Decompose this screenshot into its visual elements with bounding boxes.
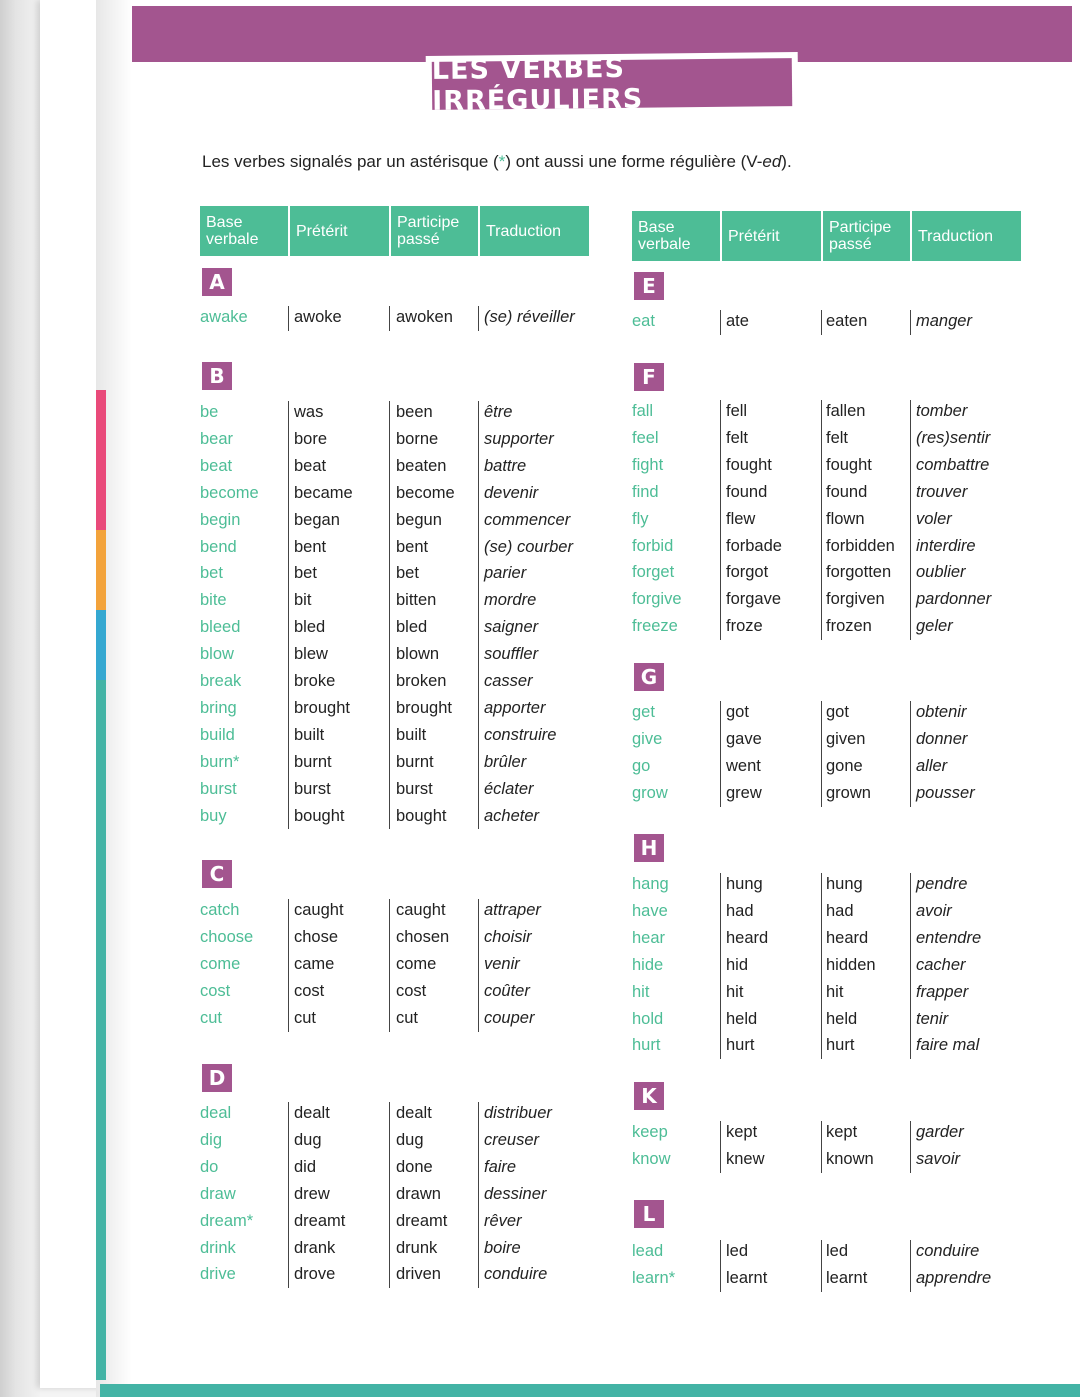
verb-preterit: beat: [294, 456, 327, 475]
verb-participe: been: [396, 403, 433, 421]
verb-participe: drunk: [396, 1238, 438, 1257]
right-table-header: [632, 211, 1021, 261]
verb-preterit: blew: [294, 645, 328, 664]
verb-traduction: savoir: [916, 1149, 961, 1168]
verb-participe: cut: [396, 1008, 419, 1027]
verb-traduction: supporter: [484, 429, 554, 448]
verb-traduction: parier: [484, 564, 527, 583]
header-preterit: Prétérit: [720, 211, 821, 261]
verb-preterit: fell: [726, 402, 748, 420]
column-divider: [389, 1102, 390, 1288]
verb-traduction: distribuer: [484, 1104, 552, 1122]
verb-base: burst: [200, 779, 237, 798]
column-divider: [288, 1102, 289, 1288]
verb-participe: hidden: [826, 955, 876, 974]
verb-preterit: began: [294, 510, 340, 529]
book-binding: [0, 0, 40, 1397]
verb-preterit: drove: [294, 1265, 336, 1284]
page-bottom-band: [100, 1384, 1080, 1397]
verb-traduction: apporter: [484, 698, 546, 717]
verb-traduction: boire: [484, 1238, 521, 1257]
column-divider: [910, 400, 911, 640]
section-letter-d: D: [202, 1064, 232, 1092]
column-divider: [478, 1102, 479, 1288]
intro-ed: ed: [762, 152, 782, 171]
verb-preterit: dug: [294, 1130, 322, 1149]
verb-preterit: awoke: [294, 308, 342, 326]
verb-base: come: [200, 954, 241, 973]
column-divider: [821, 873, 822, 1059]
verb-base: fall: [632, 402, 654, 420]
verb-traduction: faire mal: [916, 1036, 980, 1055]
verb-participe: chosen: [396, 927, 450, 946]
left-table-header: [200, 206, 589, 256]
verb-preterit: caught: [294, 901, 344, 919]
verb-preterit: forbade: [726, 536, 782, 555]
verb-base: grow: [632, 783, 668, 802]
verb-base: fight: [632, 455, 664, 474]
verb-base: give: [632, 729, 663, 748]
verb-base: lead: [632, 1242, 664, 1260]
verb-participe: beaten: [396, 456, 447, 475]
verb-participe: got: [826, 703, 849, 721]
verb-traduction: trouver: [916, 482, 968, 501]
section-letter-k: K: [634, 1082, 664, 1110]
verb-preterit: cost: [294, 981, 325, 1000]
verb-participe: burst: [396, 779, 433, 798]
verb-base: catch: [200, 901, 240, 919]
column-divider: [720, 310, 721, 335]
verb-preterit: found: [726, 482, 768, 501]
verb-traduction: interdire: [916, 536, 976, 555]
verb-base: do: [200, 1157, 219, 1176]
verb-base: hide: [632, 955, 664, 974]
verb-traduction: manger: [916, 312, 972, 330]
verb-participe: fought: [826, 455, 872, 474]
intro-after-2: ).: [781, 152, 792, 171]
section-letter-e: E: [634, 272, 664, 300]
verb-participe: held: [826, 1009, 858, 1028]
verb-base: bear: [200, 429, 234, 448]
verb-participe: gone: [826, 756, 863, 775]
verb-preterit: dealt: [294, 1104, 330, 1122]
verb-preterit: learnt: [726, 1268, 768, 1287]
verb-traduction: frapper: [916, 982, 969, 1001]
verb-participe: bitten: [396, 591, 437, 610]
verb-preterit: bit: [294, 591, 312, 610]
column-divider: [720, 1240, 721, 1292]
verb-participe: had: [826, 901, 854, 920]
verb-preterit: burst: [294, 779, 331, 798]
verb-participe: known: [826, 1149, 874, 1168]
verb-base: fly: [632, 509, 649, 528]
column-divider: [478, 899, 479, 1032]
verb-traduction: geler: [916, 617, 953, 636]
verb-base: deal: [200, 1104, 232, 1122]
verb-traduction: pardonner: [916, 590, 992, 609]
verb-participe: frozen: [826, 617, 872, 636]
column-divider: [910, 1121, 911, 1173]
verb-participe: dreamt: [396, 1211, 448, 1230]
verb-participe: grown: [826, 783, 871, 802]
verb-participe: eaten: [826, 312, 868, 330]
column-divider: [821, 1240, 822, 1292]
verb-participe: borne: [396, 429, 439, 448]
verb-participe: bent: [396, 537, 429, 556]
verb-traduction: attraper: [484, 901, 541, 919]
verb-participe: learnt: [826, 1268, 868, 1287]
column-divider: [720, 873, 721, 1059]
verb-preterit: bore: [294, 429, 328, 448]
column-divider: [389, 401, 390, 829]
section-letter-h: H: [634, 834, 664, 862]
verb-traduction: avoir: [916, 901, 952, 920]
verb-base: hit: [632, 982, 650, 1001]
verb-preterit: drank: [294, 1238, 336, 1257]
verb-preterit: dreamt: [294, 1211, 346, 1230]
verb-traduction: donner: [916, 729, 968, 748]
verb-participe: hurt: [826, 1036, 855, 1055]
verb-traduction: rêver: [484, 1211, 522, 1230]
verb-traduction: pousser: [916, 783, 975, 802]
column-divider: [910, 1240, 911, 1292]
verb-base: hear: [632, 928, 666, 947]
verb-participe: felt: [826, 428, 849, 447]
verb-base: bring: [200, 698, 237, 717]
verb-participe: bled: [396, 618, 428, 637]
page-title: LES VERBES IRRÉGULIERS: [432, 58, 792, 110]
verb-base: bite: [200, 591, 227, 610]
verb-preterit: felt: [726, 428, 749, 447]
spine-tab-blue: [96, 610, 106, 680]
section-letter-b: B: [202, 362, 232, 390]
section-letter-a: A: [202, 268, 232, 296]
verb-base: buy: [200, 806, 227, 825]
verb-participe: forbidden: [826, 536, 895, 555]
verb-preterit: did: [294, 1157, 317, 1176]
verb-base: hang: [632, 875, 669, 893]
verb-participe: dealt: [396, 1104, 432, 1122]
verb-participe: dug: [396, 1130, 424, 1149]
verb-traduction: faire: [484, 1157, 517, 1176]
verb-preterit: bent: [294, 537, 327, 556]
column-divider: [720, 701, 721, 807]
verb-preterit: had: [726, 901, 754, 920]
verb-traduction: tomber: [916, 402, 968, 420]
header-base: Base verbale: [638, 219, 691, 253]
verb-preterit: bled: [294, 618, 326, 637]
verb-traduction: conduire: [484, 1265, 548, 1284]
column-divider: [288, 401, 289, 829]
verb-traduction: conduire: [916, 1242, 980, 1260]
verb-preterit: broke: [294, 672, 336, 690]
verb-participe: given: [826, 729, 866, 748]
column-divider: [910, 873, 911, 1059]
column-divider: [389, 899, 390, 1032]
verb-traduction: (res)sentir: [916, 428, 991, 447]
verb-participe: burnt: [396, 752, 434, 771]
verb-base: drive: [200, 1265, 236, 1284]
verb-traduction: choisir: [484, 927, 532, 946]
verb-preterit: ate: [726, 312, 749, 330]
verb-participe: forgotten: [826, 563, 892, 582]
verb-preterit: got: [726, 703, 749, 721]
section-letter-f: F: [634, 363, 664, 391]
verb-traduction: pendre: [916, 875, 968, 893]
verb-participe: fallen: [826, 402, 866, 420]
verb-preterit: held: [726, 1009, 758, 1028]
verb-base: go: [632, 756, 651, 775]
section-letter-g: G: [634, 663, 664, 691]
verb-base: be: [200, 403, 219, 421]
verb-base: feel: [632, 428, 659, 447]
verb-base: forbid: [632, 536, 674, 555]
column-divider: [821, 1121, 822, 1173]
intro-star: *: [498, 152, 506, 171]
verb-participe: driven: [396, 1265, 441, 1284]
verb-base: break: [200, 672, 242, 690]
verb-preterit: brought: [294, 698, 350, 717]
verb-base: bleed: [200, 618, 241, 637]
verb-preterit: kept: [726, 1123, 758, 1141]
header-traduction: Traduction: [478, 206, 589, 256]
verb-preterit: became: [294, 483, 353, 502]
verb-preterit: cut: [294, 1008, 317, 1027]
verb-participe: drawn: [396, 1184, 441, 1203]
header-participe: Participe passé: [821, 211, 910, 261]
verb-participe: caught: [396, 901, 446, 919]
verb-traduction: coûter: [484, 981, 530, 1000]
verb-traduction: construire: [484, 725, 557, 744]
verb-traduction: aller: [916, 756, 948, 775]
verb-preterit: built: [294, 725, 325, 744]
verb-participe: begun: [396, 510, 442, 529]
verb-traduction: casser: [484, 672, 533, 690]
verb-preterit: heard: [726, 928, 769, 947]
column-divider: [389, 306, 390, 331]
verb-preterit: flew: [726, 509, 756, 528]
verb-base: bend: [200, 537, 237, 556]
verb-base: burn*: [200, 752, 240, 771]
verb-traduction: souffler: [484, 645, 539, 664]
verb-traduction: apprendre: [916, 1268, 992, 1287]
verb-preterit: bought: [294, 806, 345, 825]
verb-base: forgive: [632, 590, 682, 609]
verb-base: forget: [632, 563, 675, 582]
column-divider: [478, 401, 479, 829]
verb-traduction: couper: [484, 1008, 535, 1027]
spine-tab-orange: [96, 530, 106, 610]
verb-participe: blown: [396, 645, 440, 664]
verb-preterit: came: [294, 954, 335, 973]
verb-traduction: entendre: [916, 928, 982, 947]
verb-traduction: tenir: [916, 1009, 949, 1028]
verb-preterit: chose: [294, 927, 339, 946]
verb-base: hurt: [632, 1036, 661, 1055]
verb-preterit: knew: [726, 1149, 765, 1168]
verb-traduction: éclater: [484, 779, 534, 798]
verb-participe: done: [396, 1157, 433, 1176]
column-divider: [478, 306, 479, 331]
verb-base: build: [200, 725, 235, 744]
verb-preterit: bet: [294, 564, 317, 583]
verb-base: freeze: [632, 617, 678, 636]
verb-traduction: mordre: [484, 591, 537, 610]
header-preterit: Prétérit: [288, 206, 389, 256]
verb-preterit: hung: [726, 875, 763, 893]
verb-preterit: hurt: [726, 1036, 755, 1055]
verb-traduction: garder: [916, 1123, 964, 1141]
verb-traduction: creuser: [484, 1130, 540, 1149]
verb-participe: led: [826, 1242, 849, 1260]
verb-participe: hung: [826, 875, 863, 893]
verb-preterit: froze: [726, 617, 763, 636]
verb-participe: become: [396, 483, 455, 502]
verb-base: hold: [632, 1009, 664, 1028]
verb-preterit: forgave: [726, 590, 782, 609]
verb-participe: found: [826, 482, 868, 501]
verb-participe: bet: [396, 564, 419, 583]
verb-participe: cost: [396, 981, 427, 1000]
verb-traduction: (se) courber: [484, 537, 573, 556]
header-traduction: Traduction: [910, 211, 1021, 261]
intro-text: [202, 152, 792, 172]
verb-traduction: battre: [484, 456, 527, 475]
column-divider: [821, 701, 822, 807]
verb-base: dig: [200, 1130, 223, 1149]
verb-traduction: combattre: [916, 455, 990, 474]
column-divider: [288, 306, 289, 331]
verb-traduction: brûler: [484, 752, 527, 771]
verb-preterit: was: [294, 403, 324, 421]
verb-preterit: drew: [294, 1184, 330, 1203]
column-divider: [910, 310, 911, 335]
column-divider: [821, 400, 822, 640]
verb-traduction: oublier: [916, 563, 966, 582]
verb-traduction: voler: [916, 509, 952, 528]
verb-base: awake: [200, 308, 248, 326]
verb-base: draw: [200, 1184, 236, 1203]
verb-participe: hit: [826, 982, 844, 1001]
verb-base: eat: [632, 312, 655, 330]
verb-traduction: acheter: [484, 806, 540, 825]
verb-preterit: grew: [726, 783, 762, 802]
column-divider: [288, 899, 289, 1032]
verb-participe: flown: [826, 509, 865, 528]
verb-traduction: dessiner: [484, 1184, 547, 1203]
verb-base: beat: [200, 456, 233, 475]
verb-preterit: burnt: [294, 752, 332, 771]
column-divider: [720, 1121, 721, 1173]
verb-base: choose: [200, 927, 254, 946]
header-base: Base verbale: [206, 214, 259, 248]
verb-base: become: [200, 483, 259, 502]
verb-base: dream*: [200, 1211, 254, 1230]
section-letter-c: C: [202, 860, 232, 888]
verb-base: have: [632, 901, 668, 920]
spine-tab-teal: [96, 680, 106, 1380]
verb-participe: awoken: [396, 308, 453, 326]
verb-preterit: went: [726, 756, 761, 775]
verb-base: cut: [200, 1008, 223, 1027]
verb-base: begin: [200, 510, 241, 529]
verb-traduction: cacher: [916, 955, 966, 974]
verb-base: keep: [632, 1123, 668, 1141]
verb-participe: heard: [826, 928, 869, 947]
verb-base: learn*: [632, 1268, 676, 1287]
title-box: [426, 52, 799, 116]
verb-traduction: devenir: [484, 483, 539, 502]
intro-after-1: ) ont aussi une forme régulière (V-: [505, 152, 763, 171]
verb-traduction: être: [484, 403, 513, 421]
verb-traduction: commencer: [484, 510, 571, 529]
verb-traduction: venir: [484, 954, 520, 973]
column-divider: [720, 400, 721, 640]
verb-participe: come: [396, 954, 437, 973]
verb-traduction: saigner: [484, 618, 539, 637]
verb-base: cost: [200, 981, 231, 1000]
verb-base: get: [632, 703, 655, 721]
column-divider: [821, 310, 822, 335]
verb-base: bet: [200, 564, 223, 583]
verb-participe: forgiven: [826, 590, 885, 609]
verb-traduction: (se) réveiller: [484, 308, 575, 326]
intro-before: Les verbes signalés par un astérisque (: [202, 152, 499, 171]
verb-base: blow: [200, 645, 234, 664]
verb-preterit: led: [726, 1242, 749, 1260]
column-divider: [910, 701, 911, 807]
verb-traduction: obtenir: [916, 703, 967, 721]
verb-participe: brought: [396, 698, 452, 717]
section-letter-l: L: [634, 1200, 664, 1228]
verb-participe: built: [396, 725, 427, 744]
verb-preterit: fought: [726, 455, 772, 474]
verb-participe: bought: [396, 806, 447, 825]
verb-preterit: hid: [726, 955, 749, 974]
verb-participe: broken: [396, 672, 447, 690]
verb-participe: kept: [826, 1123, 858, 1141]
verb-base: drink: [200, 1238, 236, 1257]
verb-preterit: forgot: [726, 563, 769, 582]
verb-base: find: [632, 482, 659, 501]
header-participe: Participe passé: [389, 206, 478, 256]
spine-tab-pink: [96, 390, 106, 530]
verb-preterit: hit: [726, 982, 744, 1001]
verb-base: know: [632, 1149, 671, 1168]
verb-preterit: gave: [726, 729, 762, 748]
